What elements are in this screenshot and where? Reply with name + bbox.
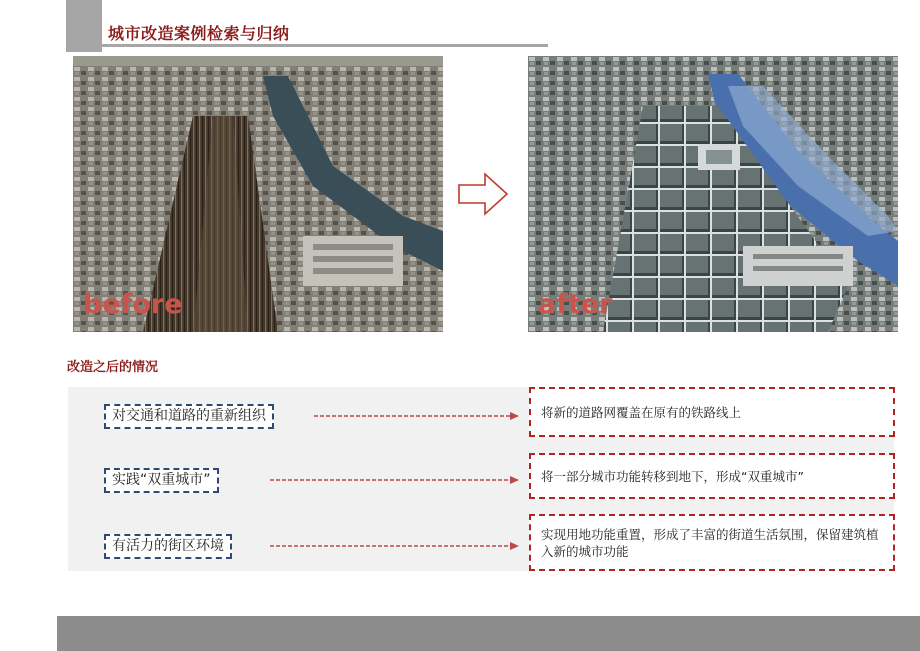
after-aerial-photo	[528, 56, 898, 332]
title-underline	[100, 44, 548, 47]
connector-arrow-3	[270, 541, 520, 551]
before-label: before	[83, 289, 183, 320]
section-subtitle: 改造之后的情况	[67, 360, 159, 375]
header-tab-block	[66, 0, 102, 52]
result-text-2: 将一部分城市功能转移到地下，形成“双重城市”	[541, 468, 804, 484]
result-text-3: 实现用地功能重置，形成了丰富的街道生活氛围，保留建筑植入新的城市功能	[541, 526, 879, 559]
result-box-3	[529, 514, 895, 571]
connector-arrow-2	[270, 475, 520, 485]
after-label: after	[538, 289, 613, 320]
result-text-1: 将新的道路网覆盖在原有的铁路线上	[541, 404, 742, 420]
measure-box-2: 实践“双重城市”	[104, 468, 219, 493]
connector-arrow-1	[314, 411, 520, 421]
measure-box-1: 对交通和道路的重新组织	[104, 404, 274, 429]
footer-bar	[57, 616, 920, 651]
result-box-1	[529, 387, 895, 437]
measure-box-3: 有活力的街区环境	[104, 534, 232, 559]
transition-arrow-icon	[457, 172, 509, 216]
result-box-2	[529, 453, 895, 499]
page-title: 城市改造案例检索与归纳	[108, 24, 290, 43]
before-aerial-photo	[73, 56, 443, 332]
